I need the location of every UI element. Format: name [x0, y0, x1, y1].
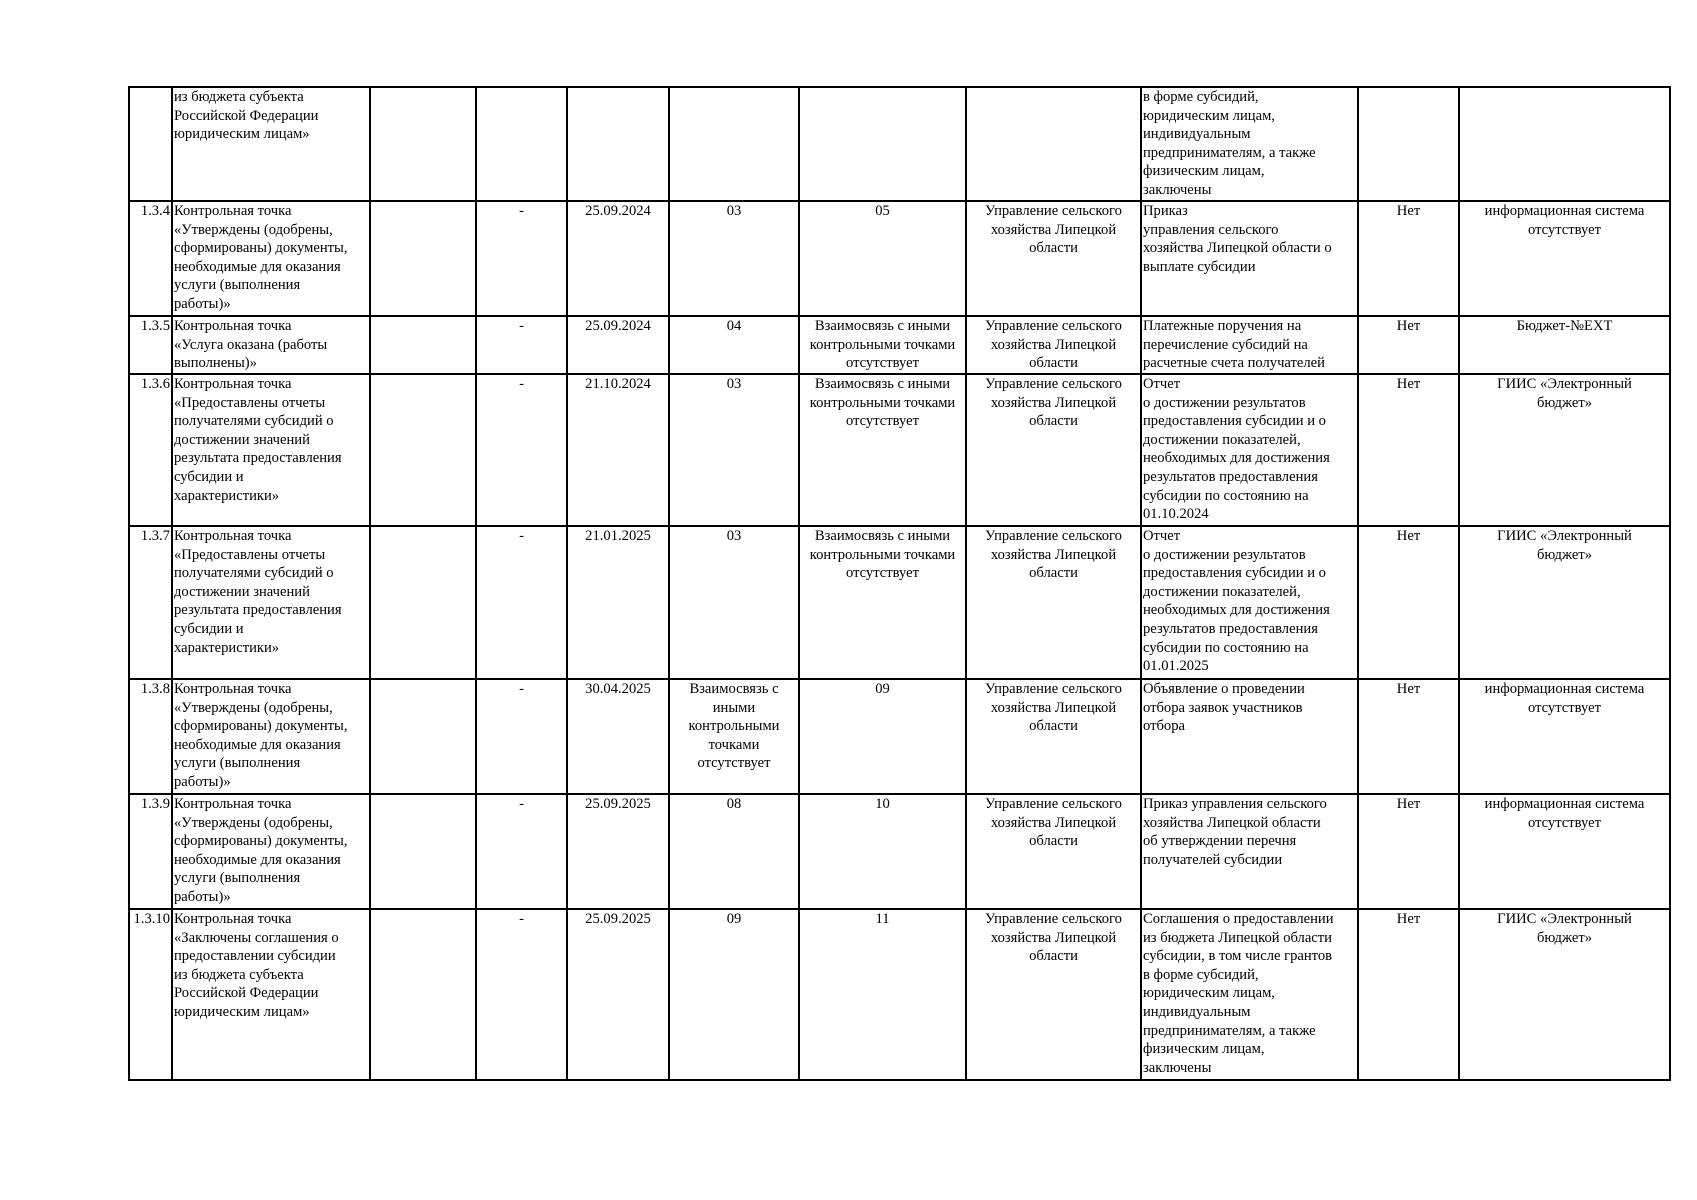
row-number-text: 1.3.8: [140, 681, 170, 697]
cell-col6-text: Взаимосвязь с иными контрольными точками отсутствует: [688, 681, 780, 772]
cell-col7: [799, 374, 966, 526]
row-number: [129, 794, 172, 909]
table-row: [129, 316, 1670, 374]
row-number: [129, 316, 172, 374]
information-system-text: ГИИС «Электронный бюджет»: [1497, 376, 1632, 411]
flag-value: [1358, 374, 1459, 526]
cell-col7: [799, 794, 966, 909]
control-point-name-text: Контрольная точка «Услуга оказана (работы выполнены)»: [174, 318, 328, 372]
responsible-executor-text: Управление сельского хозяйства Липецкой области: [985, 681, 1122, 735]
cell-col4: [476, 526, 567, 679]
row-number-text: 1.3.5: [140, 318, 170, 334]
cell-col6: [669, 794, 799, 909]
flag-value: [1358, 316, 1459, 374]
responsible-executor: [966, 201, 1141, 316]
result-document-text: Соглашения о предоставлении из бюджета Липецкой области субсидии, в том числе грантов в форме субсидий, юридическим лицам, индивидуальным предпринимателям, а также физическим лицам, заключены: [1143, 911, 1334, 1076]
cell-col4-text: -: [519, 681, 524, 697]
cell-col6-text: 08: [726, 796, 742, 812]
row-number: [129, 201, 172, 316]
due-date: [567, 201, 669, 316]
information-system: [1459, 201, 1670, 316]
row-number-text: 1.3.6: [140, 376, 170, 392]
cell-col7: [799, 526, 966, 679]
cell-col4-text: -: [519, 376, 524, 392]
due-date: [567, 316, 669, 374]
responsible-executor: [966, 909, 1141, 1080]
table-row: [129, 909, 1670, 1080]
row-number: [129, 87, 172, 201]
cell-col4: [476, 909, 567, 1080]
responsible-executor: [966, 679, 1141, 794]
flag-value-text: Нет: [1396, 681, 1421, 697]
result-document: [1141, 201, 1358, 316]
row-number: [129, 526, 172, 679]
cell-col7-text: Взаимосвязь с иными контрольными точками отсутствует: [809, 376, 956, 430]
result-document: [1141, 909, 1358, 1080]
table-row: [129, 526, 1670, 679]
due-date-text: 25.09.2025: [585, 796, 651, 812]
control-point-name: [172, 909, 370, 1080]
cell-col6: [669, 526, 799, 679]
cell-col7-text: 05: [875, 203, 890, 219]
control-point-name-text: из бюджета субъекта Российской Федерации юридическим лицам»: [174, 89, 319, 143]
flag-value: [1358, 201, 1459, 316]
table-row: [129, 201, 1670, 316]
cell-col3: [370, 679, 476, 794]
cell-col6: [669, 316, 799, 374]
control-point-name-text: Контрольная точка «Утверждены (одобрены, сформированы) документы, необходимые для оказания услуги (выполнения работы)»: [174, 796, 348, 905]
result-document-text: Отчет о достижении результатов предоставления субсидии и о достижении показателей, необходимых для достижения результатов предоставления субсидии по состоянию на 01.01.2025: [1143, 528, 1330, 675]
flag-value-text: Нет: [1396, 318, 1421, 334]
control-point-name: [172, 87, 370, 201]
cell-col7: [799, 679, 966, 794]
cell-col4-text: -: [519, 911, 524, 927]
flag-value-text: Нет: [1396, 911, 1421, 927]
responsible-executor: [966, 87, 1141, 201]
cell-col3: [370, 794, 476, 909]
cell-col6-text: 03: [726, 376, 742, 392]
cell-col4: [476, 679, 567, 794]
information-system-text: ГИИС «Электронный бюджет»: [1497, 911, 1632, 946]
due-date: [567, 374, 669, 526]
cell-col7: [799, 909, 966, 1080]
cell-col4: [476, 316, 567, 374]
cell-col4: [476, 794, 567, 909]
cell-col3: [370, 909, 476, 1080]
responsible-executor: [966, 316, 1141, 374]
cell-col3: [370, 526, 476, 679]
responsible-executor: [966, 794, 1141, 909]
responsible-executor-text: Управление сельского хозяйства Липецкой области: [985, 203, 1122, 257]
responsible-executor-text: Управление сельского хозяйства Липецкой области: [985, 318, 1122, 372]
cell-col3: [370, 201, 476, 316]
result-document: [1141, 87, 1358, 201]
information-system-text: ГИИС «Электронный бюджет»: [1497, 528, 1632, 563]
cell-col6-text: 03: [726, 203, 742, 219]
information-system: [1459, 794, 1670, 909]
cell-col3: [370, 374, 476, 526]
row-number-text: 1.3.7: [140, 528, 170, 544]
information-system: [1459, 316, 1670, 374]
control-point-name-text: Контрольная точка «Предоставлены отчеты получателями субсидий о достижении значений результата предоставления субсидии и характеристики»: [174, 376, 342, 504]
table-body: [129, 87, 1670, 1080]
information-system: [1459, 374, 1670, 526]
cell-col6: [669, 87, 799, 201]
result-document-text: Объявление о проведении отбора заявок участников отбора: [1143, 681, 1305, 735]
control-point-name-text: Контрольная точка «Предоставлены отчеты получателями субсидий о достижении значений результата предоставления субсидии и характеристики»: [174, 528, 342, 656]
flag-value: [1358, 794, 1459, 909]
result-document-text: Платежные поручения на перечисление субсидий на расчетные счета получателей: [1143, 318, 1325, 372]
row-number: [129, 374, 172, 526]
row-number: [129, 679, 172, 794]
due-date-text: 21.01.2025: [585, 528, 651, 544]
control-points-table: [128, 86, 1671, 1081]
control-point-name: [172, 526, 370, 679]
row-number-text: 1.3.9: [140, 796, 170, 812]
cell-col6-text: 04: [726, 318, 742, 334]
row-number: [129, 909, 172, 1080]
cell-col6-text: 09: [726, 911, 742, 927]
control-point-name: [172, 201, 370, 316]
table-row: [129, 794, 1670, 909]
result-document-text: Отчет о достижении результатов предоставления субсидии и о достижении показателей, необходимых для достижения результатов предоставления субсидии по состоянию на 01.10.2024: [1143, 376, 1330, 523]
responsible-executor-text: Управление сельского хозяйства Липецкой области: [985, 528, 1122, 582]
information-system-text: информационная система отсутствует: [1484, 796, 1645, 831]
flag-value: [1358, 526, 1459, 679]
due-date-text: 25.09.2024: [585, 203, 651, 219]
control-point-name: [172, 374, 370, 526]
cell-col4: [476, 374, 567, 526]
cell-col4: [476, 87, 567, 201]
information-system-text: информационная система отсутствует: [1484, 681, 1645, 716]
result-document: [1141, 374, 1358, 526]
flag-value-text: Нет: [1396, 528, 1421, 544]
control-point-name-text: Контрольная точка «Заключены соглашения о предоставлении субсидии из бюджета субъекта Российской Федерации юридическим лицам»: [174, 911, 339, 1020]
information-system: [1459, 909, 1670, 1080]
flag-value-text: Нет: [1396, 796, 1421, 812]
due-date: [567, 87, 669, 201]
cell-col4-text: -: [519, 796, 524, 812]
due-date: [567, 526, 669, 679]
cell-col6-text: 03: [726, 528, 742, 544]
cell-col7: [799, 201, 966, 316]
flag-value-text: Нет: [1396, 203, 1421, 219]
result-document: [1141, 526, 1358, 679]
information-system-text: информационная система отсутствует: [1484, 203, 1645, 238]
cell-col3: [370, 316, 476, 374]
result-document: [1141, 794, 1358, 909]
cell-col6: [669, 374, 799, 526]
cell-col7-text: Взаимосвязь с иными контрольными точками отсутствует: [809, 528, 956, 582]
cell-col4-text: -: [519, 528, 524, 544]
result-document: [1141, 679, 1358, 794]
responsible-executor-text: Управление сельского хозяйства Липецкой области: [985, 911, 1122, 965]
information-system: [1459, 87, 1670, 201]
responsible-executor-text: Управление сельского хозяйства Липецкой области: [985, 796, 1122, 850]
flag-value-text: Нет: [1396, 376, 1421, 392]
control-point-name-text: Контрольная точка «Утверждены (одобрены, сформированы) документы, необходимые для оказания услуги (выполнения работы)»: [174, 681, 348, 790]
table-row: [129, 87, 1670, 201]
cell-col7-text: 10: [875, 796, 890, 812]
cell-col6: [669, 201, 799, 316]
cell-col7-text: Взаимосвязь с иными контрольными точками отсутствует: [809, 318, 956, 372]
cell-col3: [370, 87, 476, 201]
cell-col6: [669, 909, 799, 1080]
cell-col6: [669, 679, 799, 794]
cell-col7-text: 11: [875, 911, 890, 927]
information-system: [1459, 526, 1670, 679]
flag-value: [1358, 87, 1459, 201]
due-date-text: 25.09.2025: [585, 911, 651, 927]
cell-col7-text: 09: [875, 681, 890, 697]
information-system: [1459, 679, 1670, 794]
control-point-name-text: Контрольная точка «Утверждены (одобрены, сформированы) документы, необходимые для оказания услуги (выполнения работы)»: [174, 203, 348, 312]
table-row: [129, 679, 1670, 794]
responsible-executor: [966, 526, 1141, 679]
due-date-text: 21.10.2024: [585, 376, 651, 392]
row-number-text: 1.3.10: [133, 911, 170, 927]
cell-col4: [476, 201, 567, 316]
result-document: [1141, 316, 1358, 374]
responsible-executor: [966, 374, 1141, 526]
cell-col7: [799, 87, 966, 201]
result-document-text: в форме субсидий, юридическим лицам, индивидуальным предпринимателям, а также физическим лицам, заключены: [1143, 89, 1316, 198]
row-number-text: 1.3.4: [140, 203, 170, 219]
flag-value: [1358, 909, 1459, 1080]
control-point-name: [172, 679, 370, 794]
responsible-executor-text: Управление сельского хозяйства Липецкой области: [985, 376, 1122, 430]
cell-col4-text: -: [519, 318, 524, 334]
due-date-text: 30.04.2025: [585, 681, 651, 697]
due-date: [567, 909, 669, 1080]
information-system-text: Бюджет-№EXT: [1516, 318, 1613, 334]
control-point-name: [172, 316, 370, 374]
result-document-text: Приказ управления сельского хозяйства Липецкой области об утверждении перечня получателей субсидии: [1143, 796, 1327, 868]
result-document-text: Приказ управления сельского хозяйства Липецкой области о выплате субсидии: [1143, 203, 1332, 275]
cell-col4-text: -: [519, 203, 524, 219]
due-date: [567, 794, 669, 909]
table-row: [129, 374, 1670, 526]
control-point-name: [172, 794, 370, 909]
cell-col7: [799, 316, 966, 374]
due-date-text: 25.09.2024: [585, 318, 651, 334]
due-date: [567, 679, 669, 794]
flag-value: [1358, 679, 1459, 794]
